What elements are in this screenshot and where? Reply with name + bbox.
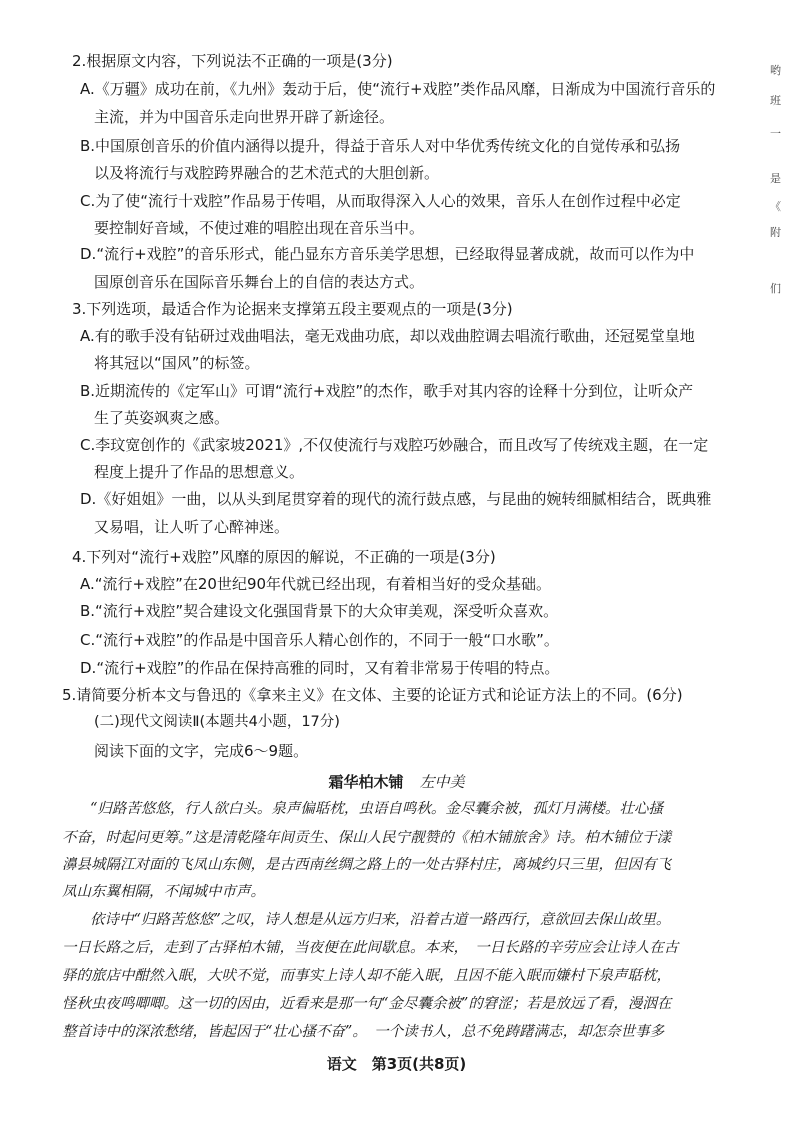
passage-title-line (0, 772, 793, 792)
section-heading: (二)现代文阅读Ⅱ(本题共4小题，17分) (94, 714, 340, 730)
passage-p2-line1: 依诗中“归路苦悠悠”之叹，诗人想是从远方归来，沿着古道一路西行，意欲回去保山故里。 (90, 912, 671, 928)
page-footer: 语文 第3页(共8页) (326, 1055, 467, 1073)
q3-option-d-line1: D.《好姐姐》一曲，以从头到尾贯穿着的现代的流行鼓点感，与昆曲的婉转细腻相结合，既典雅 (80, 490, 712, 508)
q2-option-c-line2: 要控制好音域，不使过难的唱腔出现在音乐当中。 (94, 219, 425, 237)
margin-mark: 附 (770, 226, 781, 239)
q3-option-d-line2: 又易唱，让人听了心醉神迷。 (94, 518, 290, 536)
q3-option-b-line1: B.近期流传的《定军山》可谓“流行+戏腔”的杰作，歌手对其内容的诠释十分到位，让听众产 (80, 382, 694, 400)
passage-p1-line1: “归路苦悠悠，行人欲白头。泉声偏聒枕，虫语自鸣秋。金尽囊余被，孤灯月满楼。壮心搔 (90, 801, 663, 817)
q2-option-d-line1: D.“流行+戏腔”的音乐形式，能凸显东方音乐美学思想，已经取得显著成就，故而可以作为中 (80, 245, 695, 263)
q3-option-c-line1: C.李玟宽创作的《武家坡2021》,不仅使流行与戏腔巧妙融合，而且改写了传统戏主题，在一定 (80, 436, 709, 454)
q4-option-b: B.“流行+戏腔”契合建设文化强国背景下的大众审美观，深受听众喜欢。 (80, 602, 559, 620)
q5-stem: 5.请简要分析本文与鲁迅的《拿来主义》在文体、主要的论证方式和论证方法上的不同。(6分) (62, 686, 683, 704)
q4-stem: 4.下列对“流行+戏腔”风靡的原因的解说，不正确的一项是(3分) (72, 548, 496, 566)
q4-option-c: C.“流行+戏腔”的作品是中国音乐人精心创作的，不同于一般“口水歌”。 (80, 631, 559, 649)
passage-p2-line2: 一日长路之后，走到了古驿柏木铺，当夜便在此间歇息。本来， 一日长路的辛劳应会让诗人在古 (62, 940, 679, 956)
q2-option-b-line2: 以及将流行与戏腔跨界融合的艺术范式的大胆创新。 (94, 164, 440, 182)
q2-option-b-line1: B.中国原创音乐的价值内涵得以提升，得益于音乐人对中华优秀传统文化的自觉传承和弘扬 (80, 137, 681, 155)
margin-mark: 一 (770, 127, 781, 140)
margin-mark: 《 (770, 200, 781, 213)
passage-p1-line3: 濞县城隔江对面的飞凤山东侧，是古西南丝绸之路上的一处古驿村庄，离城约只三里，但因有飞 (62, 857, 671, 873)
q3-option-b-line2: 生了英姿飒爽之感。 (94, 409, 230, 427)
reading-instruction: 阅读下面的文字，完成6～9题。 (94, 742, 309, 760)
q2-option-a-line2: 主流，并为中国音乐走向世界开辟了新途径。 (94, 108, 395, 126)
margin-mark: 班 (770, 94, 781, 107)
q2-option-d-line2: 国原创音乐在国际音乐舞台上的自信的表达方式。 (94, 273, 425, 291)
q3-option-c-line2: 程度上提升了作品的思想意义。 (94, 463, 305, 481)
margin-mark: 是 (770, 172, 781, 185)
q2-option-c-line1: C.为了使“流行十戏腔”作品易于传唱，从而取得深入人心的效果，音乐人在创作过程中必定 (80, 192, 681, 210)
passage-p1-line2: 不奋，时起问更筹。”这是清乾隆年间贡生、保山人民宁靓赞的《柏木铺旅舍》诗。柏木铺位于漾 (62, 830, 672, 846)
passage-p1-line4: 凤山东翼相隔，不闻城中市声。 (62, 884, 265, 900)
margin-mark: 们 (770, 282, 781, 295)
q2-stem: 2.根据原文内容，下列说法不正确的一项是(3分) (72, 52, 393, 70)
q2-option-a-line1: A.《万疆》成功在前，《九州》轰动于后，使“流行+戏腔”类作品风靡，日渐成为中国流行音乐的 (80, 80, 716, 98)
passage-p2-line4: 怪秋虫夜鸣唧唧。这一切的因由，近看来是那一句“金尽囊余被”的窘涩；若是放远了看，漫洇在 (62, 996, 672, 1012)
q4-option-a: A.“流行+戏腔”在20世纪90年代就已经出现，有着相当好的受众基础。 (80, 575, 552, 593)
q3-option-a-line1: A.有的歌手没有钻研过戏曲唱法，毫无戏曲功底，却以戏曲腔调去唱流行歌曲，还冠冕堂皇地 (80, 327, 695, 345)
passage-p2-line5: 整首诗中的深浓愁绪，皆起因于“壮心搔不奋”。 一个读书人，总不免踌躇满志，却怎奈世事多 (62, 1024, 665, 1040)
q4-option-d: D.“流行+戏腔”的作品在保持高雅的同时，又有着非常易于传唱的特点。 (80, 659, 560, 677)
passage-title: 霜华柏木铺 (328, 773, 404, 791)
passage-author: 左中美 (419, 773, 465, 791)
passage-p2-line3: 驿的旅店中酣然入眠，大吠不觉，而事实上诗人却不能入眠，且因不能入眠而嫌村下泉声聒枕， (62, 968, 671, 984)
q3-stem: 3.下列选项，最适合作为论据来支撑第五段主要观点的一项是(3分) (72, 300, 513, 318)
q3-option-a-line2: 将其冠以“国风”的标签。 (94, 354, 260, 372)
margin-mark: 哟 (770, 64, 781, 77)
